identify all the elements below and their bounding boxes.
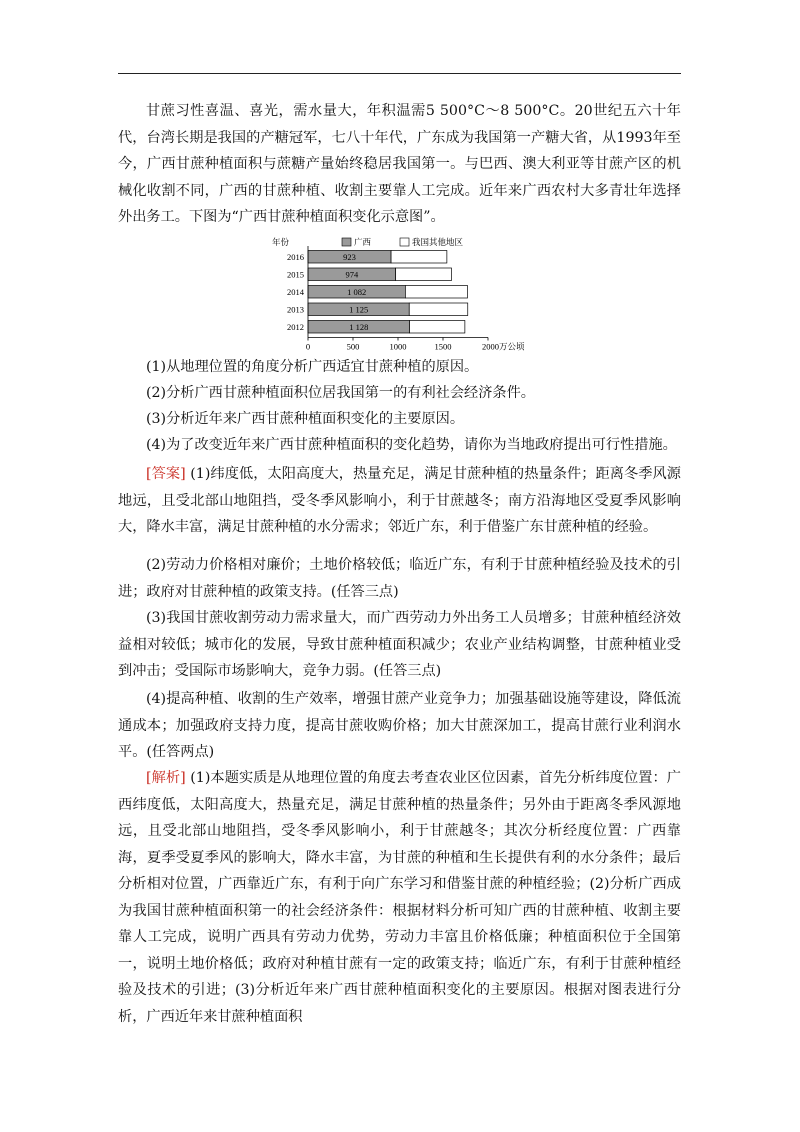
- legend-swatch-guangxi: [342, 238, 351, 246]
- bar-value-label: 1 128: [349, 321, 369, 332]
- bar-value-label: 1 082: [347, 286, 367, 297]
- legend-label-guangxi: 广西: [354, 237, 372, 247]
- question-2: (2)分析广西甘蔗种植面积位居我国第一的有利社会经济条件。: [146, 385, 535, 401]
- y-axis-label: 年份: [272, 237, 290, 247]
- x-tick-label: 2000万公顷: [482, 341, 525, 352]
- answer-2: (2)劳动力价格相对廉价；土地价格较低；临近广东，有利于甘蔗种植经验及技术的引进；政府对甘蔗种植的政策支持。(任答三点): [118, 557, 681, 600]
- legend-swatch-other: [400, 238, 409, 246]
- bar-value-label: 923: [343, 251, 356, 262]
- x-tick-label: 1000: [389, 341, 407, 352]
- bar-other: [405, 286, 467, 299]
- analysis-tag: [解析]: [146, 770, 186, 786]
- year-tick-label: 2015: [287, 269, 304, 280]
- year-tick-label: 2014: [287, 286, 304, 297]
- x-tick-label: 1500: [434, 341, 452, 352]
- legend-label-other: 我国其他地区: [412, 237, 464, 247]
- question-4: (4)为了改变近年来广西甘蔗种植面积的变化趋势，请你为当地政府提出可行性措施。: [146, 437, 677, 453]
- question-1: (1)从地理位置的角度分析广西适宜甘蔗种植的原因。: [146, 359, 479, 375]
- bar-other: [391, 251, 447, 264]
- sugarcane-area-chart: [270, 234, 560, 352]
- bar-other: [410, 321, 465, 334]
- bar-other: [409, 303, 468, 316]
- question-3: (3)分析近年来广西甘蔗种植面积变化的主要原因。: [146, 411, 465, 427]
- answer-1-text: (1)纬度低，太阳高度大，热量充足，满足甘蔗种植的热量条件；距离冬季风源地远，且受北部山地阻挡，受冬季风影响小，利于甘蔗越冬；南方沿海地区受夏季风影响大，降水丰富，满足甘蔗种植的水分需求；邻近广东，利于借鉴广东甘蔗种植的经验。: [118, 466, 681, 535]
- year-tick-label: 2012: [287, 321, 304, 332]
- header-rule: [118, 73, 681, 74]
- analysis-text: (1)本题实质是从地理位置的角度去考查农业区位因素，首先分析纬度位置：广西纬度低，太阳高度大，热量充足，满足甘蔗种植的热量条件；另外由于距离冬季风源地远，且受北部山地阻挡，受冬季风影响小，利于甘蔗越冬；其次分析经度位置：广西靠海，夏季受夏季风的影响大，降水丰富，为甘蔗的种植和生长提供有利的水分条件；最后分析相对位置，广西靠近广东，有利于向广东学习和借鉴甘蔗的种植经验；(2)分析广西成为我国甘蔗种植面积第一的社会经济条件：根据材料分析可知广西的甘蔗种植、收割主要靠人工完成，说明广西具有劳动力优势，劳动力丰富且价格低廉；种植面积位于全国第一，说明土地价格低；政府对种植甘蔗有一定的政策支持；临近广东，有利于甘蔗种植经验及技术的引进；(3)分析近年来广西甘蔗种植面积变化的主要原因。根据对图表进行分析，广西近年来甘蔗种植面积: [118, 770, 681, 1025]
- bar-value-label: 1 125: [349, 304, 369, 315]
- answer-tag: [答案]: [146, 466, 186, 482]
- year-tick-label: 2013: [287, 304, 304, 315]
- bar-other: [396, 268, 452, 281]
- x-tick-label: 0: [305, 341, 311, 352]
- intro-paragraph: 甘蔗习性喜温、喜光，需水量大，年积温需5 500°C～8 500°C。20世纪五六十年代，台湾长期是我国的产糖冠军，七八十年代，广东成为我国第一产糖大省，从1993年至今，广西甘蔗种植面积与蔗糖产量始终稳居我国第一。与巴西、澳大利亚等甘蔗产区的机械化收割不同，广西的甘蔗种植、收割主要靠人工完成。近年来广西农村大多青壮年选择外出务工。下图为“广西甘蔗种植面积变化示意图”。: [118, 103, 681, 225]
- answer-3: (3)我国甘蔗收割劳动力需求量大，而广西劳动力外出务工人员增多；甘蔗种植经济效益相对较低；城市化的发展，导致甘蔗种植面积减少；农业产业结构调整，甘蔗种植业受到冲击；受国际市场影响大，竞争力弱。(任答三点): [118, 610, 681, 679]
- year-tick-label: 2016: [287, 251, 304, 262]
- answer-1: [118, 461, 681, 541]
- x-tick-label: 500: [346, 341, 360, 352]
- bar-value-label: 974: [345, 269, 359, 280]
- answer-4: (4)提高种植、收割的生产效率，增强甘蔗产业竞争力；加强基础设施等建设，降低流通成本；加强政府支持力度，提高甘蔗收购价格；加大甘蔗深加工，提高甘蔗行业利润水平。(任答两点): [118, 691, 681, 760]
- analysis-paragraph: [118, 765, 681, 1030]
